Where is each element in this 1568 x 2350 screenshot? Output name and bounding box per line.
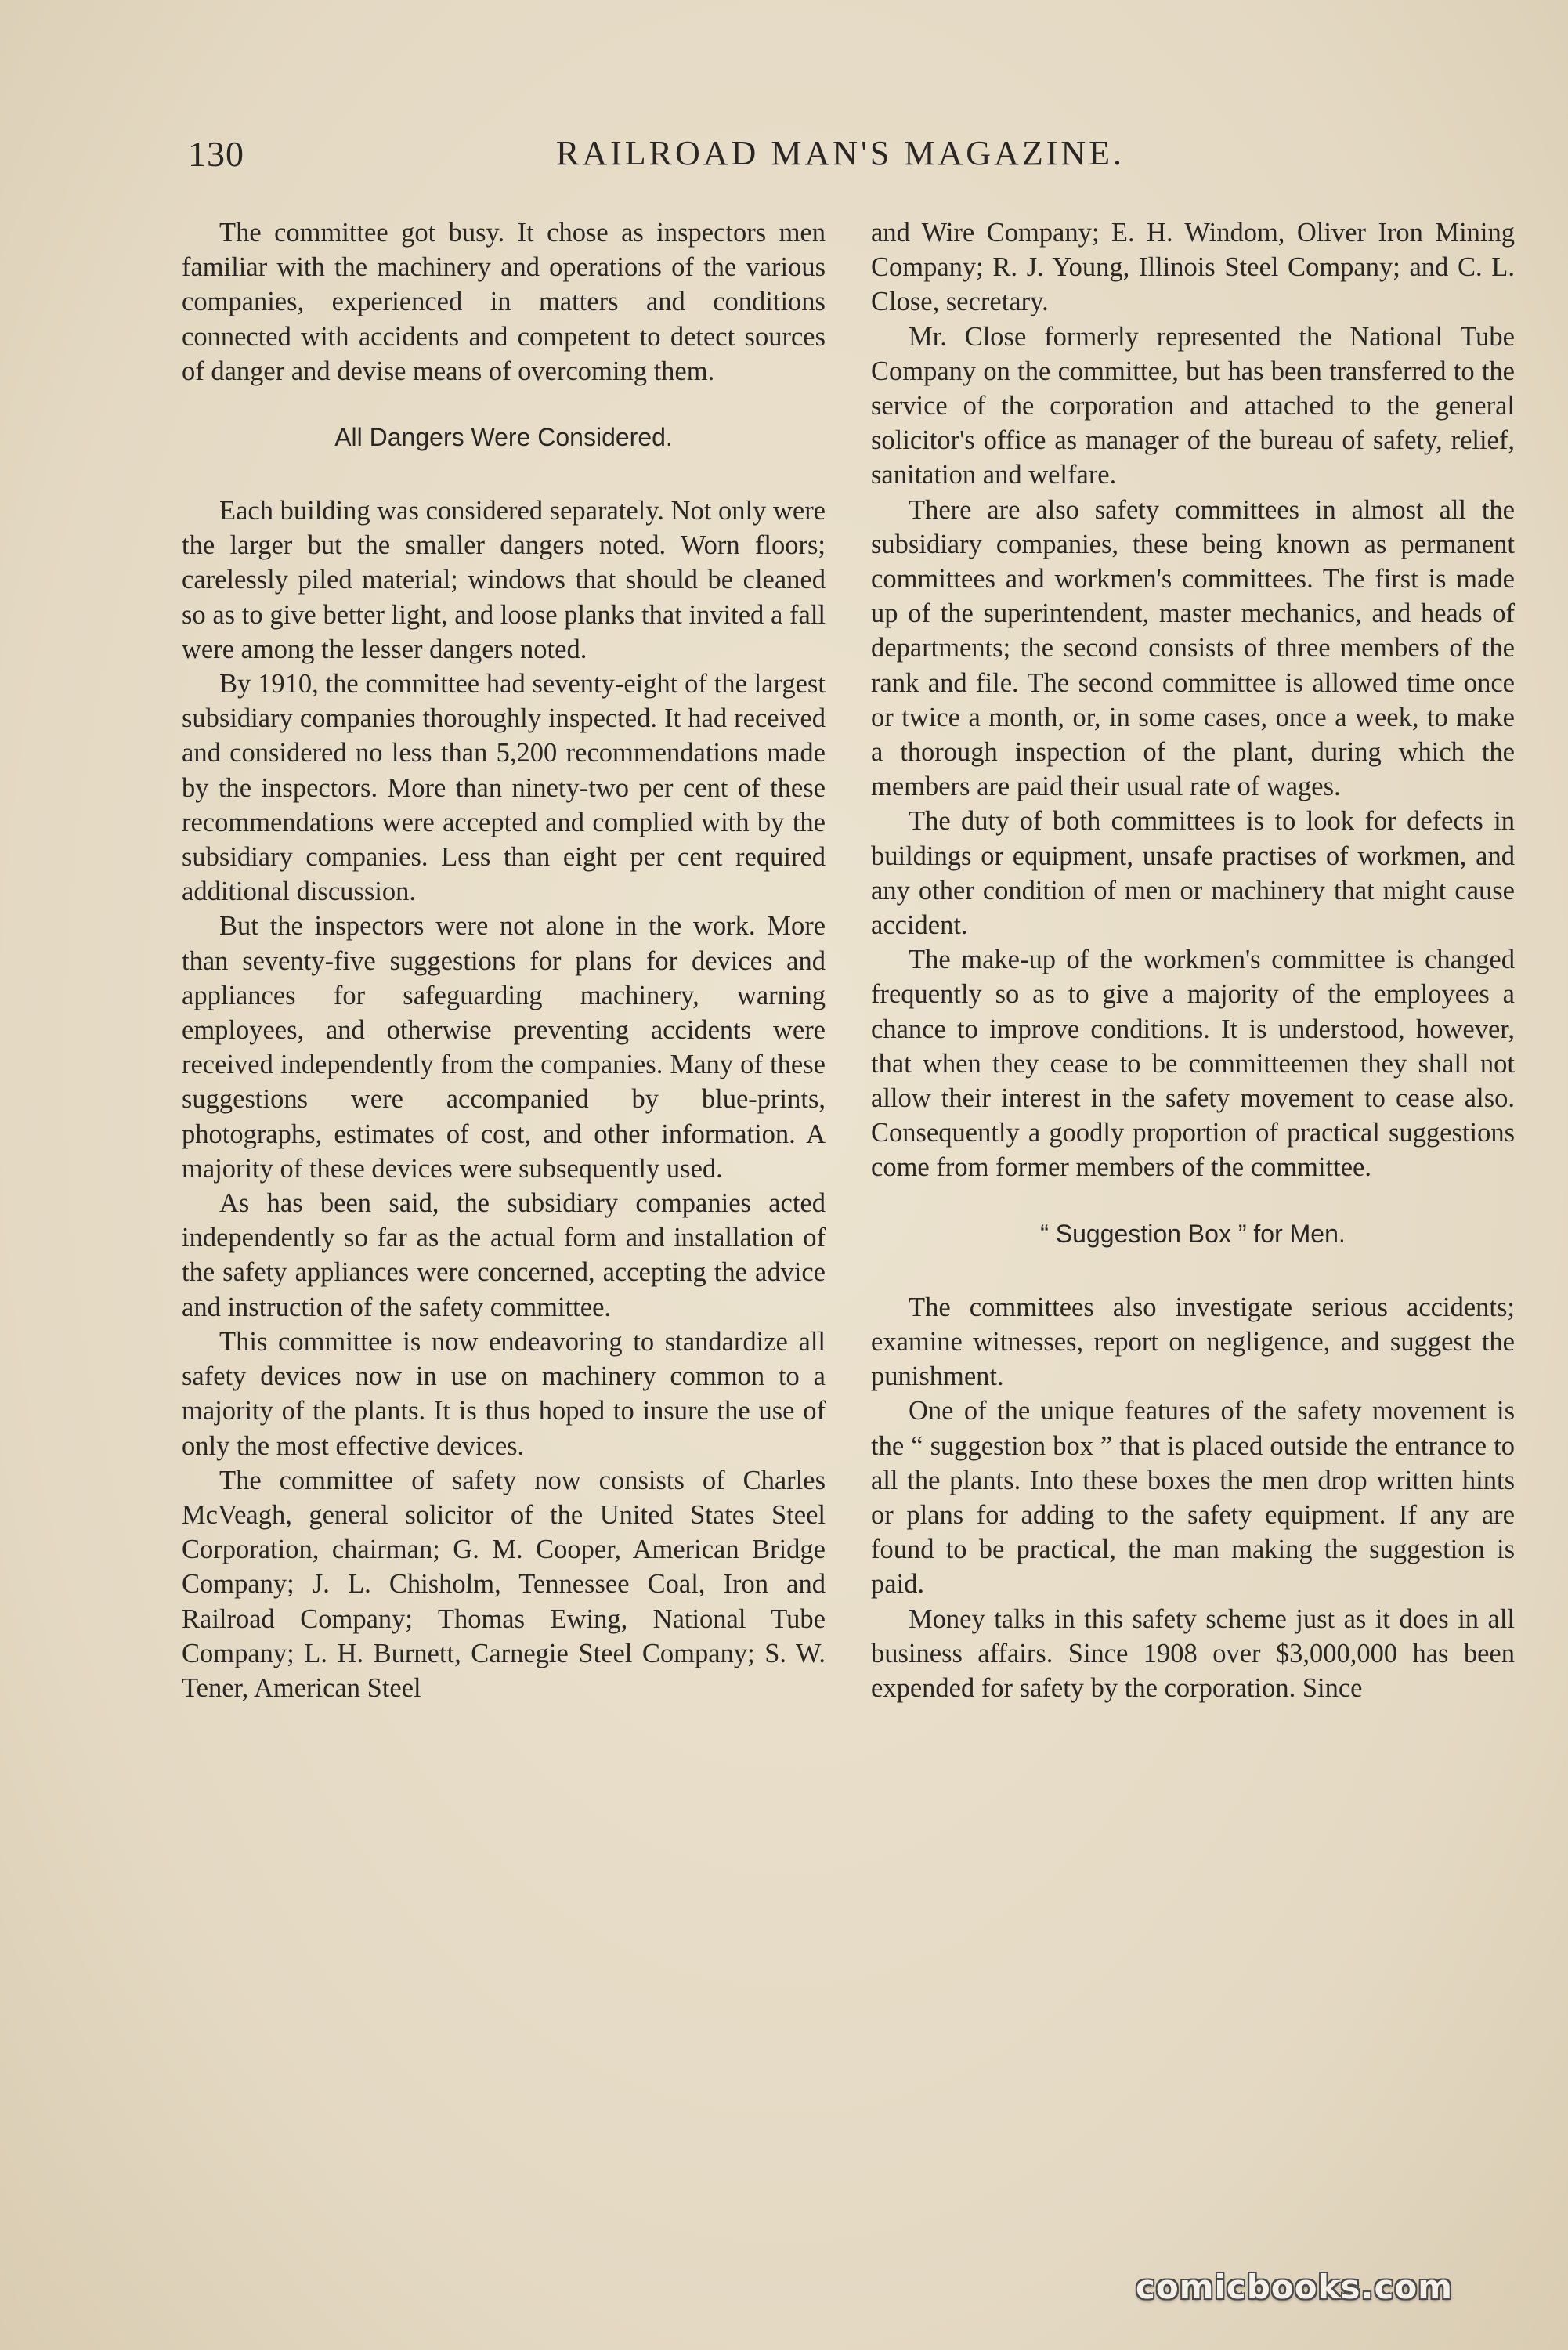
paragraph: The committees also investigate serious accidents; examine witnesses, report on negligence, and suggest the punishment. (871, 1292, 1515, 1392)
paragraph: By 1910, the committee had seventy-eight of the largest subsidiary companies thoroughly inspected. It had received and considered no less than 5,200 recommendations made by the inspectors. More than ninety-two per cent of these recommendations were accepted and complied with by the subsidiary companies. Less than eight per cent required additional discussion. (182, 669, 826, 907)
paragraph: But the inspectors were not alone in the work. More than seventy-five suggestions for plans for devices and appliances for safeguarding machinery, warning employees, and otherwise preventing accidents were received independently from the companies. Many of these suggestions were accompanied by blue-prints, photographs, estimates of cost, and other information. A majority of these devices were subsequently used. (182, 911, 826, 1184)
paragraph: One of the unique features of the safety movement is the “ suggestion box ” that is placed outside the entrance to all the plants. Into these boxes the men drop written hints or plans for adding to the safety equipment. If any are found to be practical, the man making the suggestion is paid. (871, 1396, 1515, 1600)
paragraph: The duty of both committees is to look for defects in buildings or equipment, unsafe practises of workmen, and any other condition of men or machinery that might cause accident. (871, 806, 1515, 941)
section-heading: All Dangers Were Considered. (334, 423, 673, 452)
paragraph: Mr. Close formerly represented the National Tube Company on the committee, but has been transferred to the service of the corporation and attached to the general solicitor's office as manager of the bureau of safety, relief, sanitation and welfare. (871, 321, 1515, 490)
paragraph: This committee is now endeavoring to standardize all safety devices now in use on machinery common to a majority of the plants. It is thus hoped to insure the use of only the most effective devices. (182, 1326, 826, 1461)
paragraph: The make-up of the workmen's committee is changed frequently so as to give a majority of the employees a chance to improve conditions. It is understood, however, that when they cease to be committeemen they shall not allow their interest in the safety movement to cease also. Consequently a goodly proportion of practical suggestions come from former members of the committee. (871, 945, 1515, 1183)
section-heading: “ Suggestion Box ” for Men. (1040, 1219, 1346, 1248)
paragraph: The committee of safety now consists of Charles McVeagh, general solicitor of the United States Steel Corporation, chairman; G. M. Cooper, American Bridge Company; J. L. Chisholm, Tennessee Coal, Iron and Railroad Company; Thomas Ewing, National Tube Company; L. H. Burnett, Carnegie Steel Company; S. W. Tener, American Steel (182, 1465, 826, 1703)
running-head: RAILROAD MAN'S MAGAZINE. (556, 134, 1125, 172)
watermark-logo: comicbooks.com (1136, 2268, 1453, 2306)
paragraph: Each building was considered separately. Not only were the larger but the smaller dangers noted. Worn floors; carelessly piled material; windows that should be cleaned so as to give better light, and loose planks that invited a fall were among the lesser dangers noted. (182, 496, 826, 664)
left-column (182, 215, 826, 1705)
paragraph: There are also safety committees in almost all the subsidiary companies, these being known as permanent committees and workmen's committees. The first is made up of the superintendent, master mechanics, and heads of departments; the second consists of three members of the rank and file. The second committee is allowed time once or twice a month, or, in some cases, once a week, to make a thorough inspection of the plant, during which the members are paid their usual rate of wages. (871, 494, 1515, 802)
paragraph: Money talks in this safety scheme just as it does in all business affairs. Since 1908 over $3,000,000 has been expended for safety by the corporation. Since (871, 1603, 1515, 1703)
page-header (188, 133, 1425, 188)
page-number: 130 (188, 134, 244, 174)
paragraph: The committee got busy. It chose as inspectors men familiar with the machinery and operations of the various companies, experienced in matters and conditions connected with accidents and competent to detect sources of danger and devise means of overcoming them. (182, 218, 826, 386)
paragraph: As has been said, the subsidiary companies acted independently so far as the actual form and installation of the safety appliances were concerned, accepting the advice and instruction of the safety committee. (182, 1188, 826, 1322)
paragraph: and Wire Company; E. H. Windom, Oliver Iron Mining Company; R. J. Young, Illinois Steel Company; and C. L. Close, secretary. (871, 218, 1515, 317)
right-column (871, 215, 1515, 1705)
